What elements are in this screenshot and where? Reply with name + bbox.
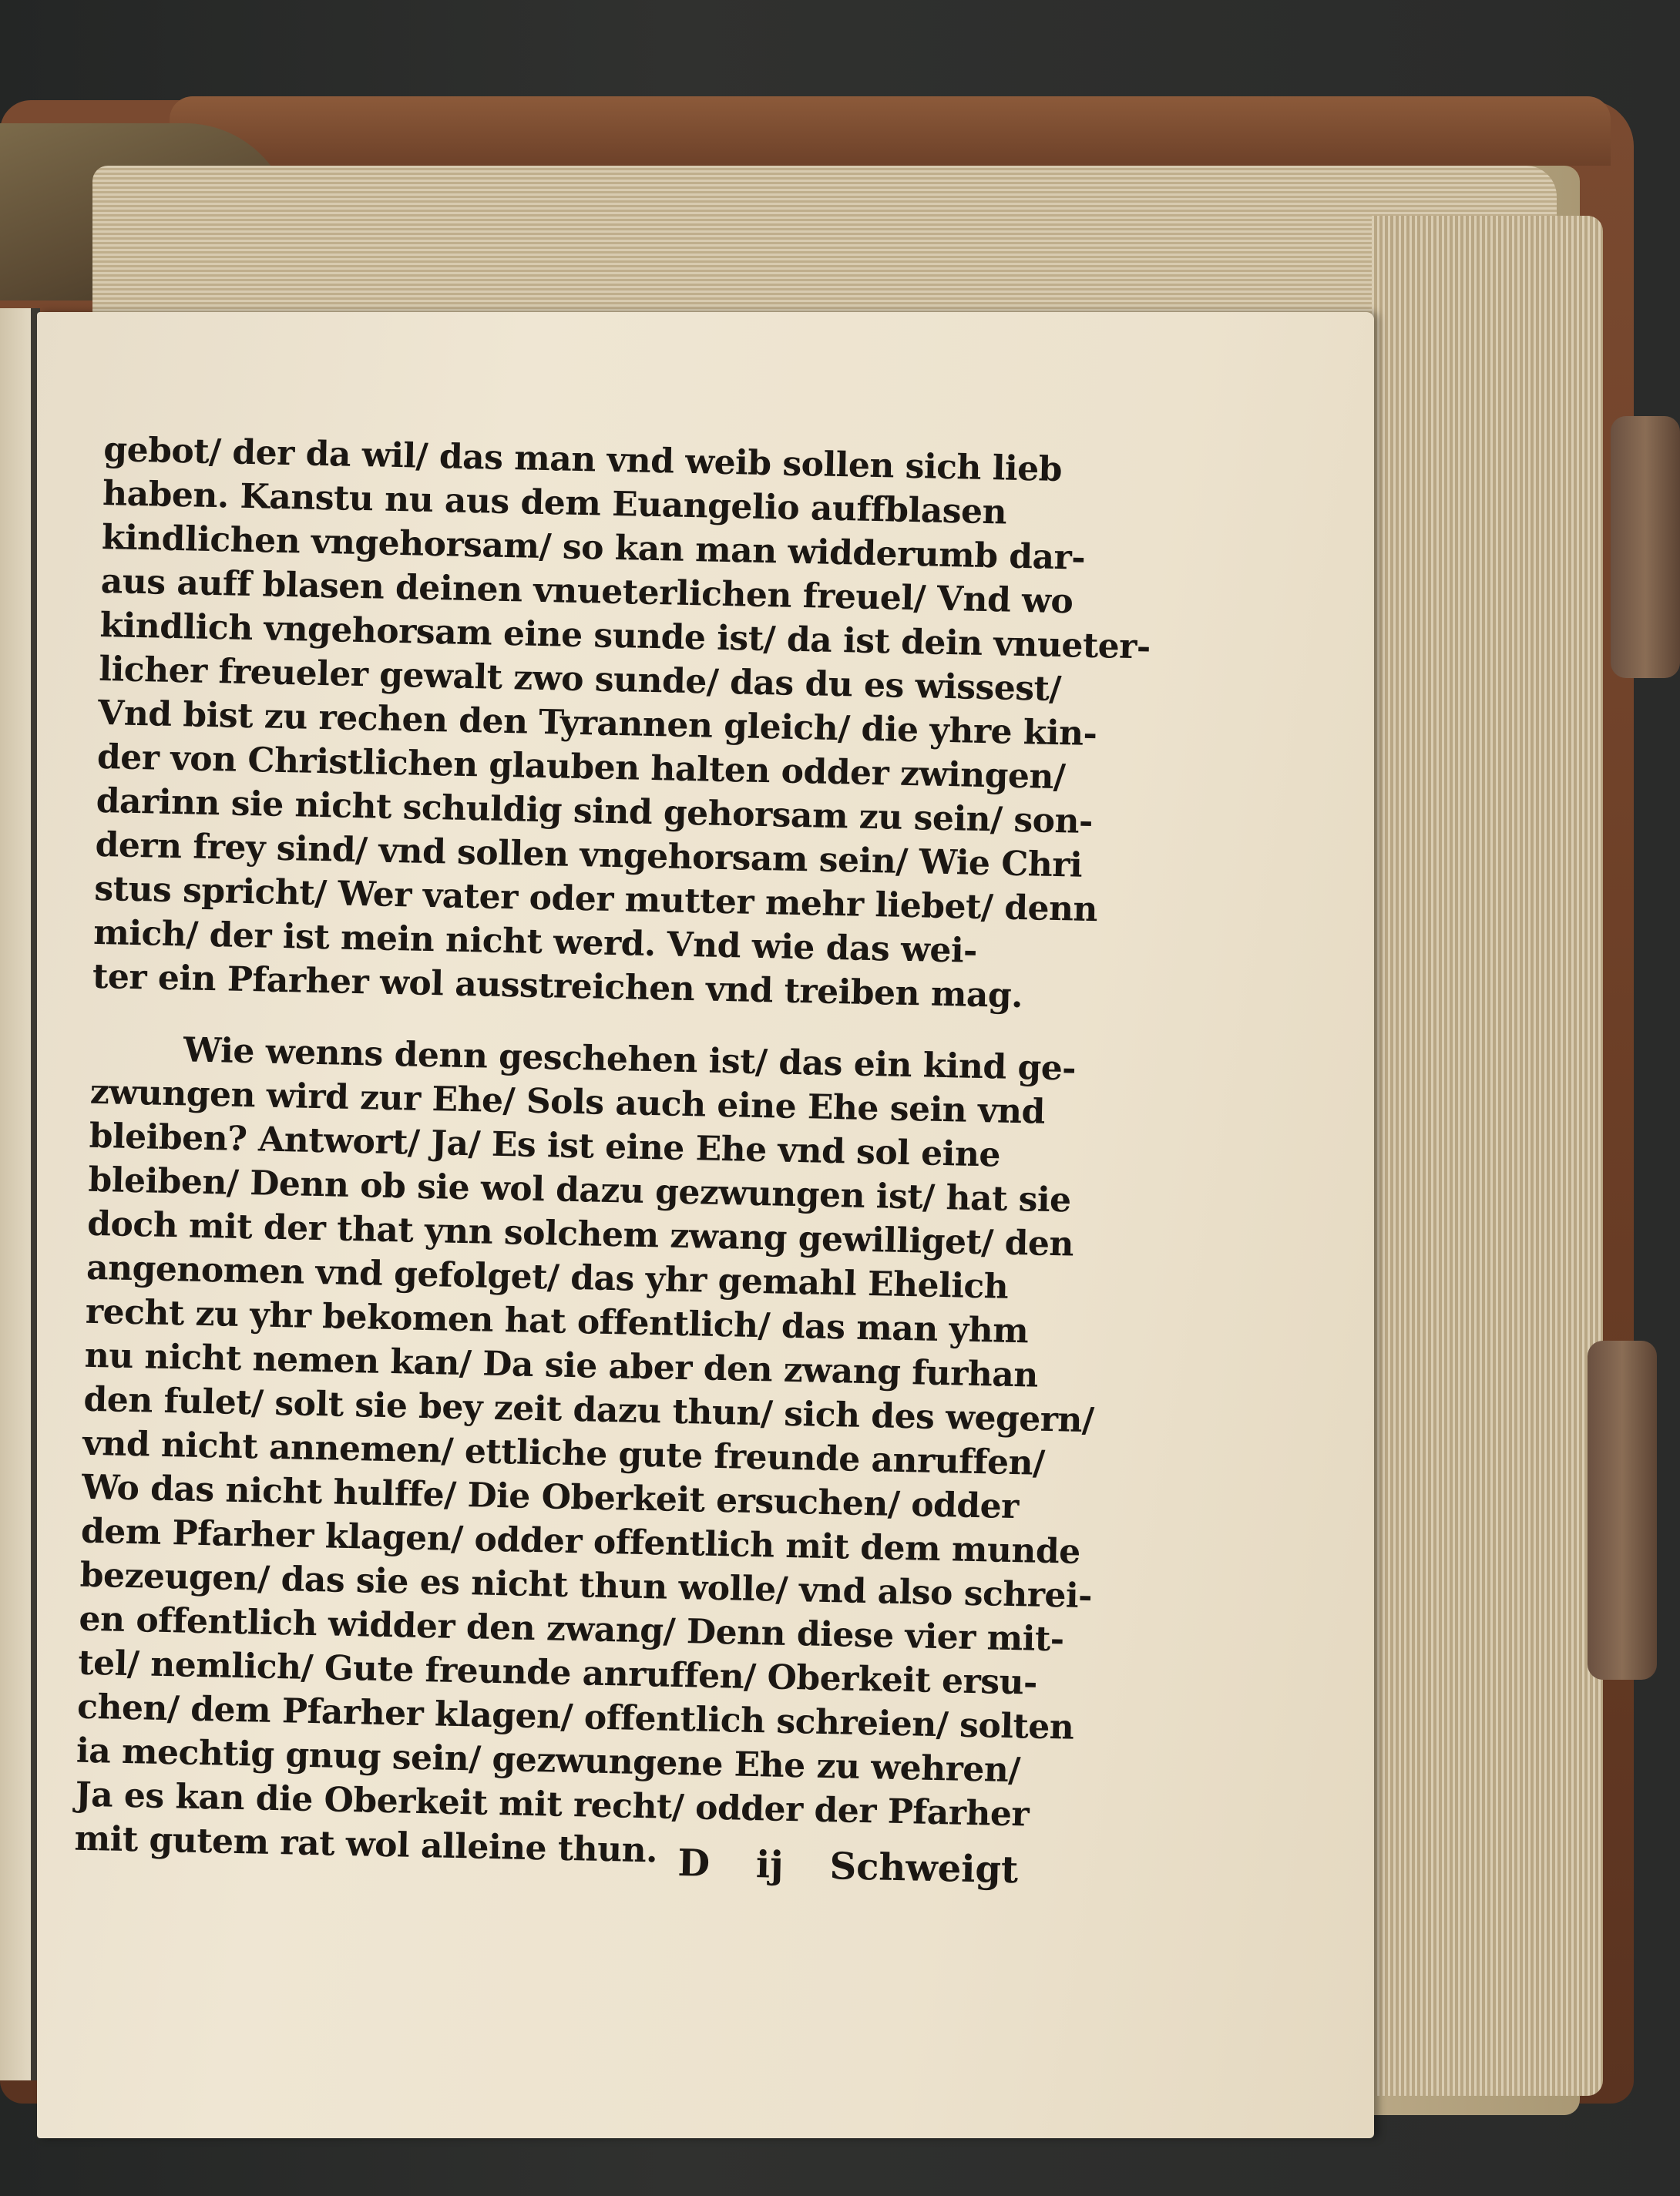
signature-mark: D (677, 1842, 711, 1885)
clasp-strap-top (1611, 416, 1680, 678)
text-line: Wie wenns denn geschehen ist/ das ein kind ge- (183, 1030, 1077, 1089)
text-line: vnd nicht annemen/ ettliche gute freunde anruffen/ (82, 1423, 1046, 1483)
text-line: mich/ der ist mein nicht werd. Vnd wie das wei- (92, 912, 978, 971)
text-line: gebot/ der da wil/ das man vnd weib sollen sich lieb (102, 429, 1063, 490)
text-line: Wo das nicht hulffe/ Die Oberkeit ersuchen/ odder (81, 1467, 1020, 1527)
text-line: nu nicht nemen kan/ Da sie aber den zwang furhan (84, 1335, 1039, 1395)
text-line: kindlich vngehorsam eine sunde ist/ da ist dein vnueter- (99, 605, 1151, 667)
clasp-strap-bottom (1588, 1341, 1657, 1680)
page-edges-top (92, 166, 1557, 320)
page-footer (677, 1842, 1048, 1892)
book-spine-top (170, 96, 1611, 166)
paragraph-2 (74, 1026, 1095, 1881)
text-line: haben. Kanstu nu aus dem Euangelio auffblasen (102, 473, 1007, 532)
text-line: recht zu yhr bekomen hat offentlich/ das man yhm (85, 1291, 1029, 1352)
page-edges-right (1372, 216, 1603, 2096)
text-line: bleiben? Antwort/ Ja/ Es ist eine Ehe vnd sol eine (89, 1116, 1001, 1175)
text-line: stus spricht/ Wer vater oder mutter mehr liebet/ denn (93, 868, 1098, 930)
text-line: den fulet/ solt sie bey zeit dazu thun/ sich des wegern/ (83, 1379, 1095, 1441)
text-line: Vnd bist zu rechen den Tyrannen gleich/ die yhre kin- (97, 693, 1097, 754)
text-line: ia mechtig gnug sein/ gezwungene Ehe zu wehren/ (76, 1731, 1021, 1791)
text-line: zwungen wird zur Ehe/ Sols auch eine Ehe sein vnd (89, 1072, 1046, 1132)
text-line: kindlichen vngehorsam/ so kan man widderumb dar- (101, 517, 1086, 578)
text-line: chen/ dem Pfarher klagen/ offentlich schreien/ solten (76, 1687, 1074, 1748)
text-line: der von Christlichen glauben halten odder zwingen/ (96, 737, 1066, 797)
page-text (74, 428, 1151, 1881)
text-line: Ja es kan die Oberkeit mit recht/ odder der Pfarher (75, 1775, 1030, 1835)
text-line: tel/ nemlich/ Gute freunde anruffen/ Oberkeit ersu- (77, 1643, 1038, 1703)
text-line: dem Pfarher klagen/ odder offentlich mit dem munde (80, 1511, 1081, 1572)
text-line: licher freueler gewalt zwo sunde/ das du es wissest/ (98, 649, 1062, 710)
facing-page (0, 308, 31, 2080)
text-line: angenomen vnd gefolget/ das yhr gemahl Ehelich (86, 1247, 1009, 1307)
text-line: dern frey sind/ vnd sollen vngehorsam sein/ Wie Chri (95, 824, 1083, 885)
catchword: Schweigt (829, 1845, 1019, 1892)
text-line: ter ein Pfarher wol ausstreichen vnd treiben mag. (92, 956, 1023, 1016)
signature-number: ij (755, 1843, 785, 1887)
text-line: aus auff blasen deinen vnueterlichen freuel/ Vnd wo (100, 561, 1074, 622)
text-line: doch mit der that ynn solchem zwang gewilliget/ den (86, 1204, 1074, 1264)
text-line: bezeugen/ das sie es nicht thun wolle/ vnd also schrei- (79, 1555, 1093, 1617)
text-line: en offentlich widder den zwang/ Denn diese vier mit- (79, 1599, 1065, 1660)
paragraph-1 (92, 428, 1151, 1019)
text-line: bleiben/ Denn ob sie wol dazu gezwungen ist/ hat sie (88, 1160, 1072, 1221)
text-line: mit gutem rat wol alleine thun. (74, 1818, 658, 1871)
text-line: darinn sie nicht schuldig sind gehorsam zu sein/ son- (96, 781, 1094, 841)
